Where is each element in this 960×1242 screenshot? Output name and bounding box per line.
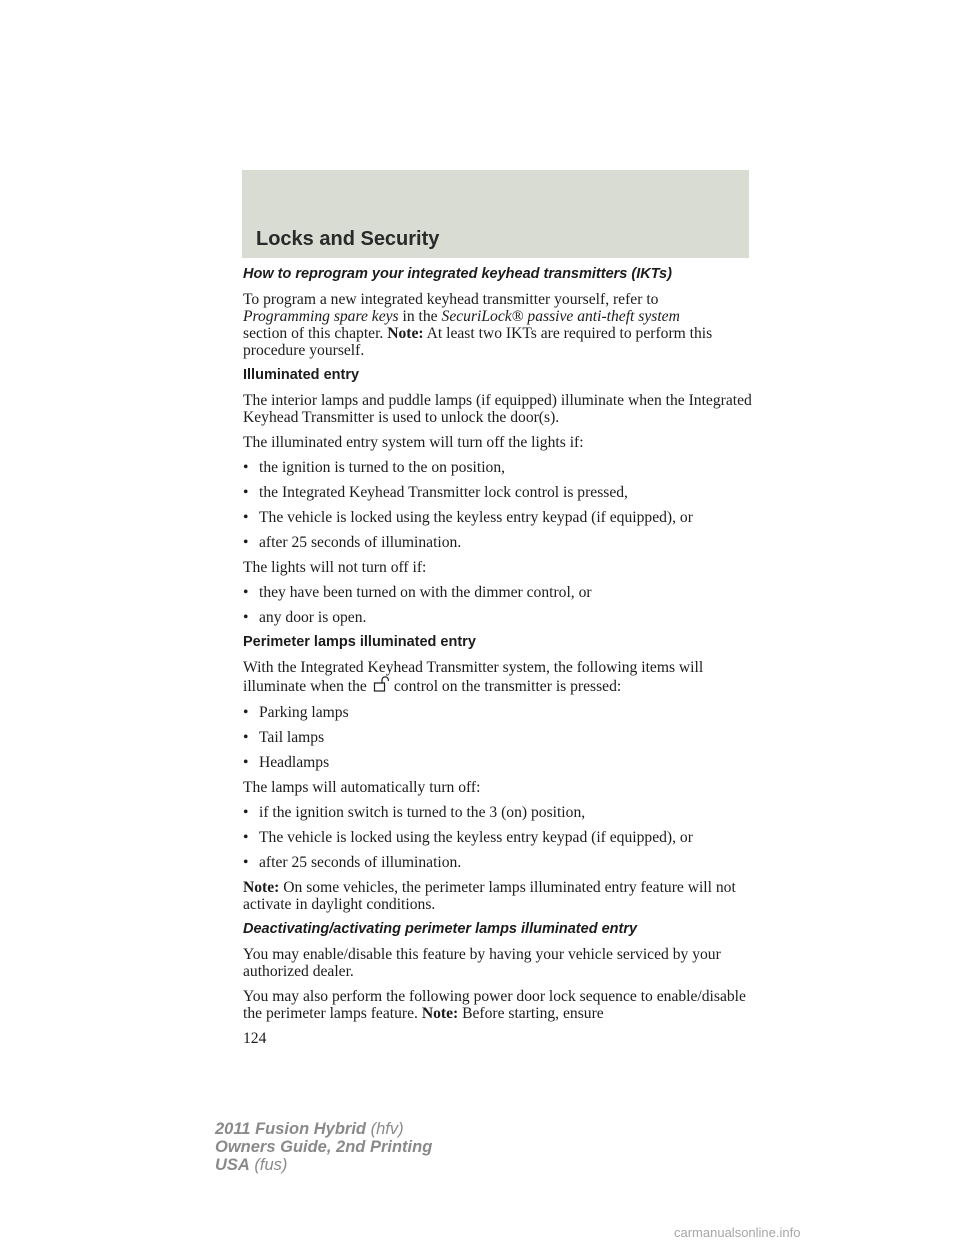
paragraph-perimeter bbox=[243, 659, 753, 696]
footer-model-code: (hfv) bbox=[365, 1120, 404, 1138]
footer-market: USA bbox=[215, 1156, 250, 1174]
note-text: Before starting, ensure bbox=[458, 1005, 604, 1022]
unlock-icon bbox=[373, 676, 390, 696]
reference-securilock: SecuriLock® passive anti-theft system bbox=[441, 308, 680, 325]
list-item: • Headlamps bbox=[243, 754, 753, 771]
list-item: • after 25 seconds of illumination. bbox=[243, 854, 753, 871]
text-segment: To program a new integrated keyhead transmitter yourself, refer to bbox=[243, 291, 659, 308]
list-item: • Parking lamps bbox=[243, 704, 753, 721]
watermark: carmanualsonline.info bbox=[674, 1225, 801, 1240]
text-segment: in the bbox=[398, 308, 442, 325]
document-footer bbox=[215, 1120, 432, 1174]
note-text: At least two IKTs are required to perform this procedure yourself. bbox=[243, 325, 713, 359]
paragraph: The interior lamps and puddle lamps (if equipped) illuminate when the Integrated Keyhead Transmitter is used to unlock the door(s). bbox=[243, 392, 752, 426]
footer-model: 2011 Fusion Hybrid bbox=[215, 1120, 366, 1138]
page-content bbox=[243, 266, 753, 1030]
section-heading-reprogram-ikt: How to reprogram your integrated keyhead transmitters (IKTs) bbox=[243, 266, 672, 282]
note-text: On some vehicles, the perimeter lamps illuminated entry feature will not activate in daylight conditions. bbox=[243, 879, 736, 913]
note-label: Note: bbox=[421, 1005, 459, 1022]
footer-printing: Owners Guide, 2nd Printing bbox=[215, 1138, 433, 1156]
text-segment: section of this chapter. bbox=[243, 325, 388, 342]
note-paragraph bbox=[243, 879, 753, 913]
reference-programming-spare-keys: Programming spare keys bbox=[243, 308, 399, 325]
paragraph: The illuminated entry system will turn off the lights if: bbox=[243, 434, 584, 451]
section-heading-illuminated-entry: Illuminated entry bbox=[243, 367, 360, 383]
list-item: • The vehicle is locked using the keyless entry keypad (if equipped), or bbox=[243, 829, 753, 846]
list-item: • The vehicle is locked using the keyless entry keypad (if equipped), or bbox=[243, 509, 753, 526]
list-item: • any door is open. bbox=[243, 609, 753, 626]
note-label: Note: bbox=[387, 325, 424, 342]
paragraph: The lights will not turn off if: bbox=[243, 559, 427, 576]
list-item: • the Integrated Keyhead Transmitter lock control is pressed, bbox=[243, 484, 753, 501]
section-heading-perimeter-lamps: Perimeter lamps illuminated entry bbox=[243, 634, 476, 650]
paragraph: The lamps will automatically turn off: bbox=[243, 779, 481, 796]
list-item: • if the ignition switch is turned to the 3 (on) position, bbox=[243, 804, 753, 821]
list-item: • after 25 seconds of illumination. bbox=[243, 534, 753, 551]
section-heading-deactivating: Deactivating/activating perimeter lamps illuminated entry bbox=[243, 921, 638, 937]
page-number: 124 bbox=[243, 1030, 267, 1047]
text-segment: You may also perform the following power door lock sequence to enable/disable the perimeter lamps feature. bbox=[243, 988, 746, 1022]
footer-market-code: (fus) bbox=[249, 1156, 288, 1174]
list-item: • they have been turned on with the dimmer control, or bbox=[243, 584, 753, 601]
paragraph: You may enable/disable this feature by having your vehicle serviced by your authorized dealer. bbox=[243, 946, 721, 980]
chapter-title: Locks and Security bbox=[256, 228, 440, 250]
text-segment: control on the transmitter is pressed: bbox=[393, 678, 622, 695]
note-label: Note: bbox=[243, 879, 280, 896]
list-item: • Tail lamps bbox=[243, 729, 753, 746]
text-segment: With the Integrated Keyhead Transmitter system, the following items will illuminate when the bbox=[243, 659, 704, 695]
paragraph-sequence bbox=[243, 988, 753, 1022]
list-item: • the ignition is turned to the on position, bbox=[243, 459, 753, 476]
paragraph-reprogram bbox=[243, 291, 753, 359]
